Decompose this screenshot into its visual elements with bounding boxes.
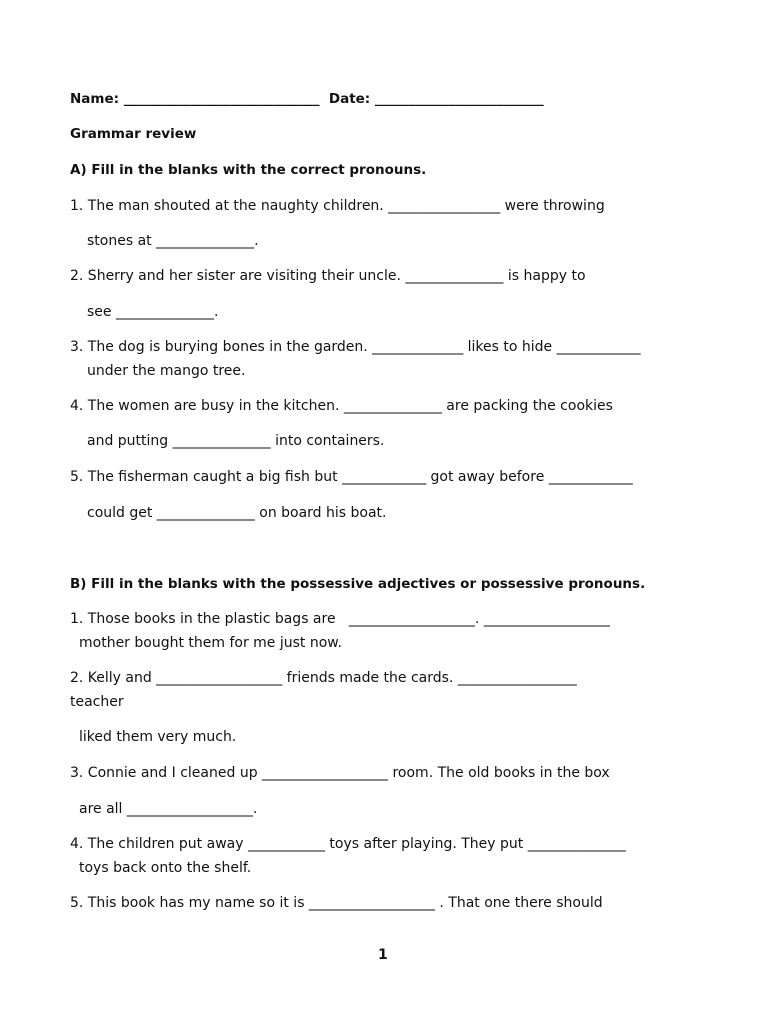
section-b-heading: B) Fill in the blanks with the possessive adjectives or possessive pronouns. — [70, 576, 646, 592]
section-b-q4-line1: 4. The children put away ___________ toys after playing. They put ______________ — [70, 836, 626, 852]
section-b-q1-line2: mother bought them for me just now. — [79, 635, 342, 651]
section-b-q5-line1: 5. This book has my name so it is __________________ . That one there should — [70, 895, 603, 911]
section-b-q2-line1: 2. Kelly and __________________ friends made the cards. _________________ — [70, 670, 577, 686]
section-b-q3-line2: are all __________________. — [79, 801, 258, 817]
section-b-q4-line2: toys back onto the shelf. — [79, 860, 252, 876]
section-a-q4-line1: 4. The women are busy in the kitchen. ______________ are packing the cookies — [70, 398, 613, 414]
section-a-q4-line2: and putting ______________ into containers. — [87, 433, 385, 449]
section-a-q1-line2: stones at ______________. — [87, 233, 259, 249]
section-a-q1-line1: 1. The man shouted at the naughty children. ________________ were throwing — [70, 198, 605, 214]
section-a-heading: A) Fill in the blanks with the correct pronouns. — [70, 162, 427, 178]
section-a-q2-line1: 2. Sherry and her sister are visiting their uncle. ______________ is happy to — [70, 268, 586, 284]
page-title: Grammar review — [70, 126, 197, 142]
section-b-q2-line3: liked them very much. — [79, 729, 237, 745]
section-b-q2-line2: teacher — [70, 694, 124, 710]
section-a-q2-line2: see ______________. — [87, 304, 219, 320]
section-b-q3-line1: 3. Connie and I cleaned up __________________ room. The old books in the box — [70, 765, 610, 781]
section-a-q3-line2: under the mango tree. — [87, 363, 246, 379]
page-number: 1 — [378, 947, 388, 963]
section-a-q5-line2: could get ______________ on board his boat. — [87, 505, 387, 521]
section-b-q1-line1: 1. Those books in the plastic bags are __________________. __________________ — [70, 611, 610, 627]
section-a-q3-line1: 3. The dog is burying bones in the garden. _____________ likes to hide ____________ — [70, 339, 641, 355]
name-date-line: Name: _____________________________ Date: _________________________ — [70, 91, 544, 107]
section-a-q5-line1: 5. The fisherman caught a big fish but ____________ got away before ____________ — [70, 469, 633, 485]
